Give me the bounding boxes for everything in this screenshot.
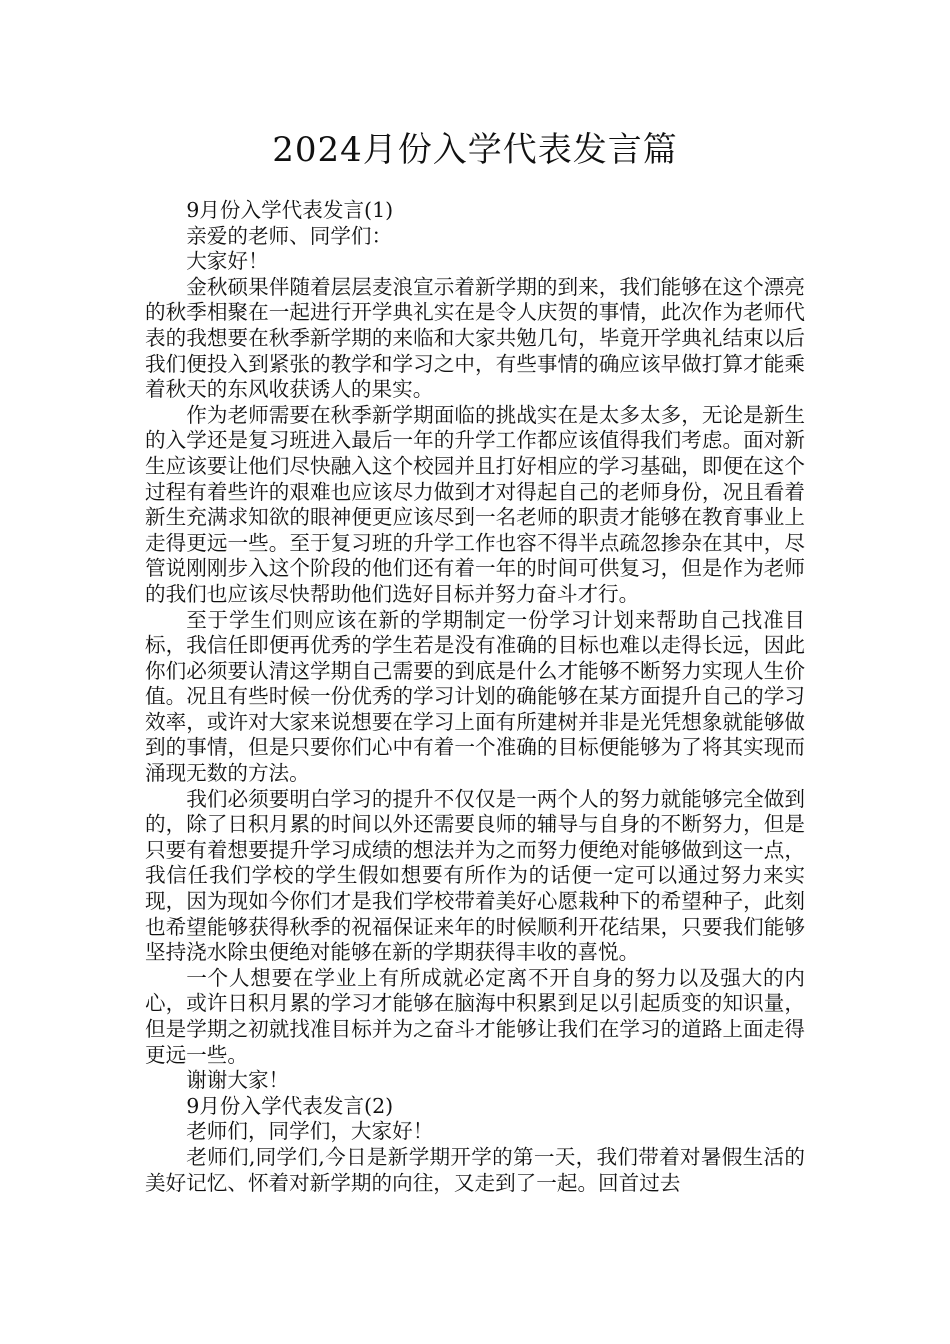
- closing-thanks: 谢谢大家！: [186, 1068, 290, 1093]
- document-title: 2024月份入学代表发言篇: [272, 130, 678, 170]
- greeting: 老师们，同学们，大家好！: [186, 1119, 434, 1144]
- greeting: 大家好！: [186, 249, 269, 274]
- document-body: [145, 198, 805, 1196]
- body-paragraph: 作为老师需要在秋季新学期面临的挑战实在是太多太多，无论是新生的入学还是复习班进入最后一年的升学工作都应该值得我们考虑。面对新生应该要让他们尽快融入这个校园并且打好相应的学习基础，即便在这个过程有着些许的艰难也应该尽力做到才对得起自己的老师身份，况且看着新生充满求知欲的眼神便更应该尽到一名老师的职责才能够在教育事业上走得更远一些。至于复习班的升学工作也容不得半点疏忽掺杂在其中，尽管说刚刚步入这个阶段的他们还有着一年的时间可供复习，但是作为老师的我们也应该尽快帮助他们选好目标并努力奋斗才行。: [145, 402, 805, 606]
- salutation: 亲爱的老师、同学们：: [186, 223, 393, 248]
- speech-heading-2: 9月份入学代表发言(2): [186, 1093, 394, 1118]
- body-paragraph: 老师们,同学们,今日是新学期开学的第一天，我们带着对暑假生活的美好记忆、怀着对新学期的向往，又走到了一起。回首过去: [145, 1144, 805, 1195]
- speech-heading-1: 9月份入学代表发言(1): [186, 198, 394, 222]
- body-paragraph: 一个人想要在学业上有所成就必定离不开自身的努力以及强大的内心，或许日积月累的学习才能够在脑海中积累到足以引起质变的知识量，但是学期之初就找准目标并为之奋斗才能够让我们在学习的道路上面走得更远一些。: [145, 965, 805, 1067]
- body-paragraph: 金秋硕果伴随着层层麦浪宣示着新学期的到来，我们能够在这个漂亮的秋季相聚在一起进行开学典礼实在是令人庆贺的事情，此次作为老师代表的我想要在秋季新学期的来临和大家共勉几句，毕竟开学典礼结束以后我们便投入到紧张的教学和学习之中，有些事情的确应该早做打算才能乘着秋天的东风收获诱人的果实。: [145, 274, 805, 402]
- body-paragraph: 至于学生们则应该在新的学期制定一份学习计划来帮助自己找准目标，我信任即便再优秀的学生若是没有准确的目标也难以走得长远，因此你们必须要认清这学期自己需要的到底是什么才能够不断努力实现人生价值。况且有些时候一份优秀的学习计划的确能够在某方面提升自己的学习效率，或许对大家来说想要在学习上面有所建树并非是光凭想象就能够做到的事情，但是只要你们心中有着一个准确的目标便能够为了将其实现而涌现无数的方法。: [145, 607, 805, 786]
- body-paragraph: 我们必须要明白学习的提升不仅仅是一两个人的努力就能够完全做到的，除了日积月累的时间以外还需要良师的辅导与自身的不断努力，但是只要有着想要提升学习成绩的想法并为之而努力便绝对能够做到这一点，我信任我们学校的学生假如想要有所作为的话便一定可以通过努力来实现，因为现如今你们才是我们学校带着美好心愿栽种下的希望种子，此刻也希望能够获得秋季的祝福保证来年的时候顺利开花结果，只要我们能够坚持浇水除虫便绝对能够在新的学期获得丰收的喜悦。: [145, 786, 805, 965]
